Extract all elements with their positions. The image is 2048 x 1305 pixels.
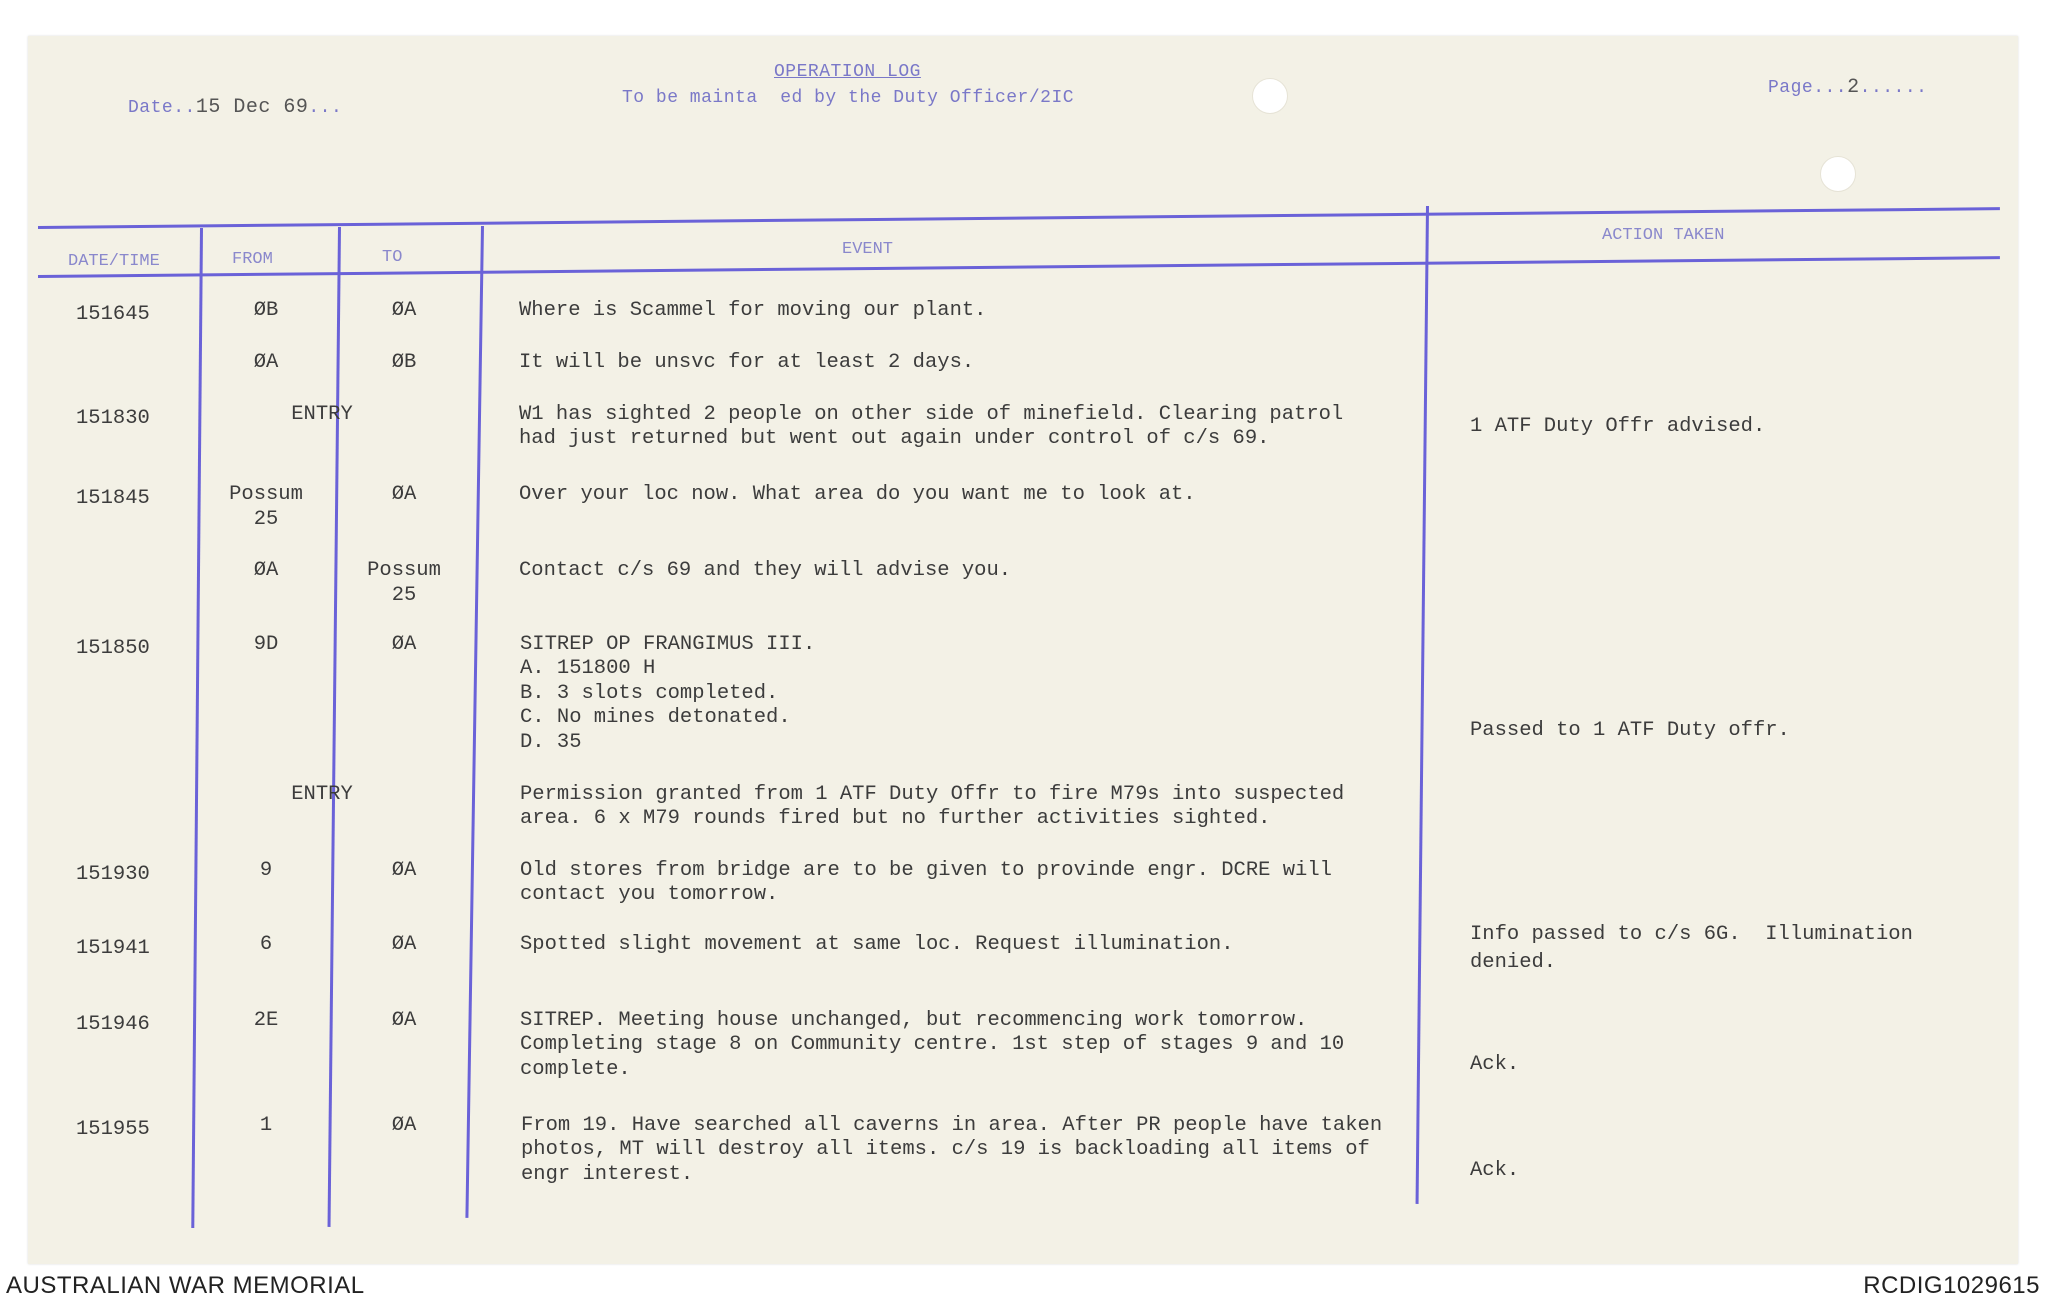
entry-from: ØB	[253, 299, 279, 322]
date-label: Date..	[128, 98, 196, 118]
entry-from: ENTRY	[291, 403, 353, 426]
entry-event-line: D. 35	[520, 731, 582, 754]
entry-event-line: It will be unsvc for at least 2 days.	[519, 351, 975, 374]
col-head-to: TO	[382, 248, 403, 267]
page-trail: ......	[1859, 78, 1928, 98]
entry-event-line: engr interest.	[521, 1163, 694, 1186]
entry-to: ØA	[391, 633, 417, 656]
entry-event-line: From 19. Have searched all caverns in area. After PR people have taken	[521, 1114, 1383, 1137]
entry-action-line: 1 ATF Duty Offr advised.	[1470, 415, 1766, 438]
entry-from: ØA	[253, 351, 279, 374]
entry-time: 151645	[76, 303, 150, 326]
footer-id: RCDIG1029615	[1863, 1272, 2040, 1299]
entry-event-line: Over your loc now. What area do you want me to look at.	[519, 483, 1196, 506]
entry-from: 9D	[253, 633, 279, 656]
entry-time: 151930	[76, 863, 150, 886]
date-trail: ...	[308, 98, 343, 118]
entry-action-line: Ack.	[1470, 1053, 1520, 1076]
page-field	[1768, 76, 1927, 99]
entry-time: 151941	[76, 937, 150, 960]
entry-to: ØB	[391, 351, 417, 374]
entry-event-line: Where is Scammel for moving our plant.	[519, 299, 987, 322]
col-head-event: EVENT	[842, 240, 894, 259]
entry-event-line: Completing stage 8 on Community centre. 1st step of stages 9 and 10	[520, 1033, 1345, 1056]
entry-event-line: W1 has sighted 2 people on other side of minefield. Clearing patrol	[519, 403, 1344, 426]
entry-event-line: area. 6 x M79 rounds fired but no further activities sighted.	[520, 807, 1271, 830]
log-sheet	[28, 36, 2018, 1264]
entry-event-line: contact you tomorrow.	[520, 883, 779, 906]
entry-time: 151955	[76, 1118, 150, 1141]
entry-from: 9	[259, 859, 273, 882]
entry-event-line: had just returned but went out again under control of c/s 69.	[519, 427, 1270, 450]
entry-event-line: SITREP. Meeting house unchanged, but recommencing work tomorrow.	[520, 1009, 1308, 1032]
entry-event-line: A. 151800 H	[520, 657, 656, 680]
entry-event-line: Permission granted from 1 ATF Duty Offr to fire M79s into suspected	[520, 783, 1345, 806]
entry-from: Possum 25	[229, 483, 303, 531]
entry-event-line: B. 3 slots completed.	[520, 682, 779, 705]
entry-event-line: photos, MT will destroy all items. c/s 19 is backloading all items of	[521, 1138, 1370, 1161]
col-head-datetime: DATE/TIME	[68, 252, 160, 271]
entry-action-line: Passed to 1 ATF Duty offr.	[1470, 719, 1790, 742]
entry-from: 2E	[253, 1009, 279, 1032]
entry-action-line: Info passed to c/s 6G. Illumination	[1470, 923, 1913, 946]
date-value: 15 Dec 69	[195, 96, 309, 119]
entry-from: ØA	[253, 559, 279, 582]
entry-action-line: Ack.	[1470, 1159, 1520, 1182]
entry-event-line: Old stores from bridge are to be given to provinde engr. DCRE will	[520, 859, 1332, 882]
entry-to: ØA	[391, 859, 417, 882]
log-subtitle: To be mainta ed by the Duty Officer/2IC	[622, 88, 1075, 108]
entry-event-line: Contact c/s 69 and they will advise you.	[519, 559, 1012, 582]
entry-from: ENTRY	[291, 783, 353, 806]
entry-to: ØA	[391, 1114, 417, 1137]
date-field	[128, 96, 342, 119]
entry-time: 151850	[76, 637, 150, 660]
entry-event-line: SITREP OP FRANGIMUS III.	[520, 633, 816, 656]
entry-from: 1	[259, 1114, 273, 1137]
entry-time: 151946	[76, 1013, 150, 1036]
entry-time: 151830	[76, 407, 150, 430]
entry-to: Possum 25	[367, 559, 441, 607]
entry-to: ØA	[391, 483, 417, 506]
entry-time: 151845	[76, 487, 150, 510]
entry-event-line: C. No mines detonated.	[520, 706, 791, 729]
punch-hole-right	[1820, 156, 1856, 192]
entry-event-line: complete.	[520, 1058, 631, 1081]
entry-to: ØA	[391, 299, 417, 322]
col-head-from: FROM	[232, 250, 273, 269]
entry-from: 6	[259, 933, 273, 956]
page-value: 2	[1847, 76, 1860, 99]
log-title: OPERATION LOG	[774, 62, 921, 82]
col-head-action: ACTION TAKEN	[1602, 226, 1725, 245]
entry-to: ØA	[391, 1009, 417, 1032]
page-label: Page...	[1768, 78, 1848, 98]
entry-to: ØA	[391, 933, 417, 956]
punch-hole-top	[1252, 78, 1288, 114]
entry-event-line: Spotted slight movement at same loc. Request illumination.	[520, 933, 1234, 956]
footer-source: AUSTRALIAN WAR MEMORIAL	[6, 1272, 365, 1299]
entry-action-line: denied.	[1470, 951, 1557, 974]
